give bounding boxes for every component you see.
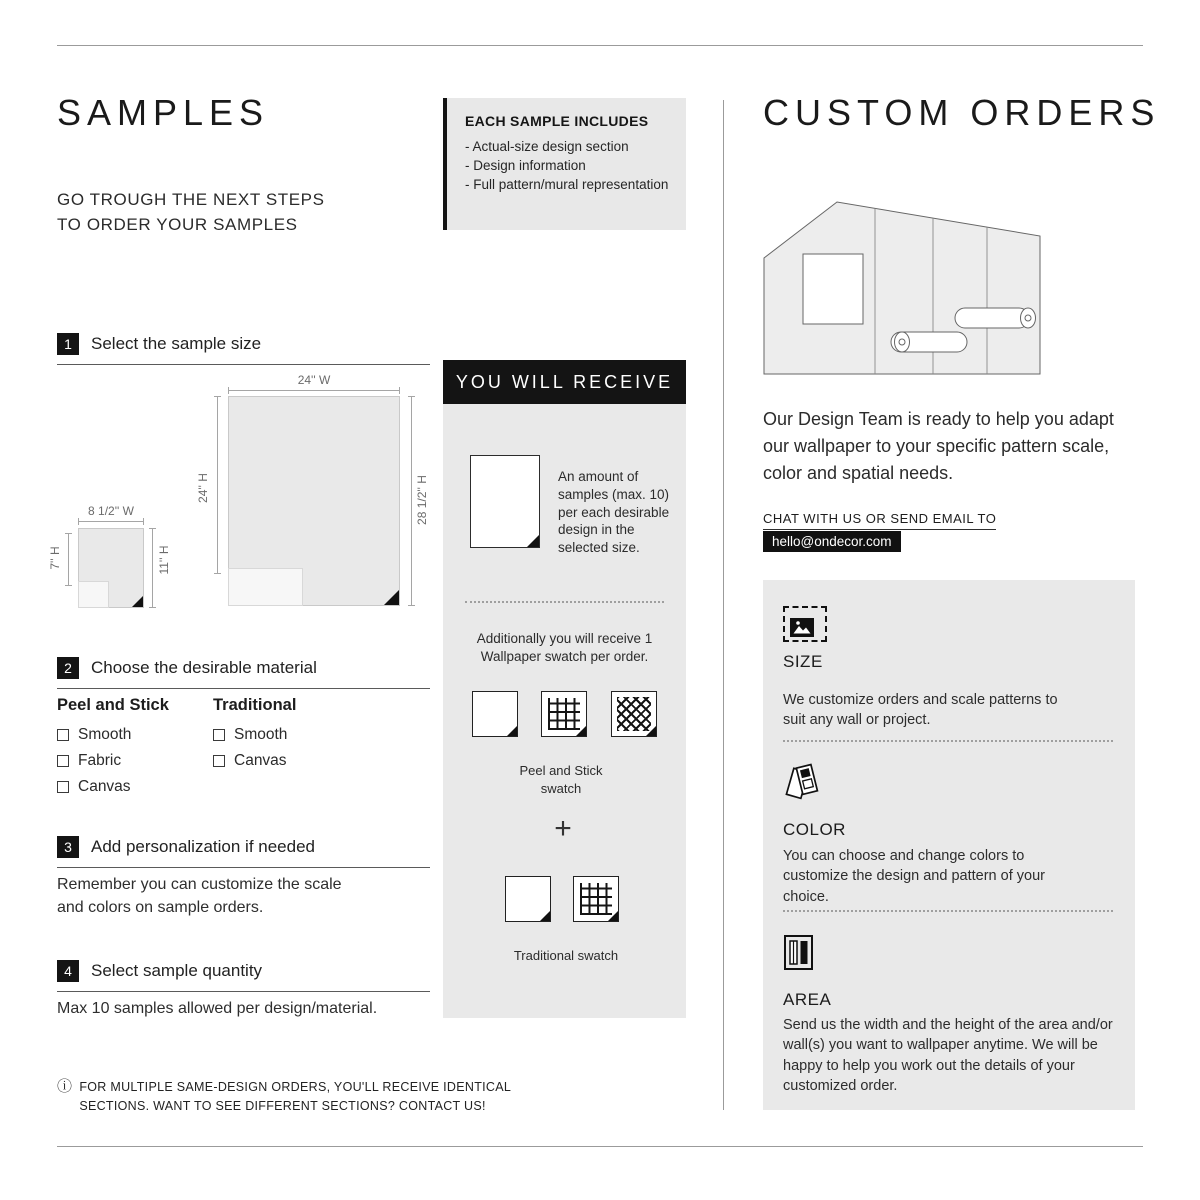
custom-orders-intro: Our Design Team is ready to help you adapt our wallpaper to your specific pattern scale, color and spatial needs. (763, 409, 1114, 483)
option-label: Canvas (78, 778, 131, 795)
checkbox-peel-smooth[interactable] (57, 729, 69, 741)
material-column-peel (57, 696, 169, 804)
includes-item: - Design information (465, 158, 586, 174)
includes-item: - Full pattern/mural representation (465, 177, 669, 193)
additional-swatch-text: Additionally you will receive 1 Wallpaper swatch per order. (476, 631, 653, 664)
option-peel-smooth (57, 726, 169, 744)
dim-line (228, 390, 400, 391)
samples-intro (57, 188, 325, 237)
option-traditional-smooth (213, 726, 296, 744)
dim-small-width-label: 8 1/2'' W (88, 504, 134, 518)
color-swatches-icon (783, 760, 825, 809)
column-divider (723, 100, 724, 1110)
peel-swatch-label: Peel and Stick swatch (519, 763, 603, 796)
option-label: Canvas (234, 752, 287, 769)
dim-line (217, 396, 218, 574)
option-peel-fabric (57, 752, 169, 770)
step-4-header (57, 960, 430, 992)
fold-corner-icon (507, 726, 517, 736)
traditional-swatch-label: Traditional swatch (513, 948, 619, 963)
samples-intro-line1: GO TROUGH THE NEXT STEPS (57, 190, 325, 209)
dim-line (152, 528, 153, 608)
dotted-divider (783, 740, 1113, 742)
sample-large-rect (228, 396, 400, 606)
crosshatch-swatch-icon (611, 691, 657, 737)
feature-color-name: COLOR (783, 820, 846, 839)
custom-features-panel (763, 580, 1135, 1110)
feature-size-text: We customize orders and scale patterns to suit any wall or project. (783, 692, 1058, 729)
option-traditional-canvas (213, 752, 296, 770)
step-2-label: Choose the desirable material (91, 658, 317, 677)
dotted-divider (465, 601, 664, 603)
step-1-label: Select the sample size (91, 334, 262, 353)
step-2-number: 2 (57, 657, 79, 679)
each-sample-includes-box (443, 98, 686, 230)
option-label: Smooth (234, 726, 288, 743)
sample-small-design-section (78, 581, 109, 608)
you-will-receive-panel (443, 404, 686, 1018)
bottom-rule (57, 1146, 1143, 1147)
crosshatch-pattern (617, 697, 651, 731)
dim-small-fullheight-label: 11'' H (157, 545, 171, 575)
checkbox-peel-fabric[interactable] (57, 755, 69, 767)
email-link[interactable]: hello@ondecor.com (763, 531, 901, 552)
top-rule (57, 45, 1143, 46)
grid-swatch-icon (573, 876, 619, 922)
fold-corner-icon (132, 596, 143, 607)
samples-amount-text: An amount of samples (max. 10) per each desirable design in the selected size. (558, 469, 670, 556)
dim-large-width-label: 24'' W (297, 373, 331, 387)
footnote-text: FOR MULTIPLE SAME-DESIGN ORDERS, YOU'LL RECEIVE IDENTICAL SECTIONS. WANT TO SEE DIFFERENT SECTIONS? CONTACT US! (79, 1080, 511, 1113)
blank-swatch-icon (505, 876, 551, 922)
samples-intro-line2: TO ORDER YOUR SAMPLES (57, 214, 298, 234)
dim-small-height-label: 7'' H (48, 546, 62, 570)
step-3-text: Remember you can customize the scale and colors on sample orders. (57, 876, 342, 917)
peel-and-stick-title: Peel and Stick (57, 696, 169, 714)
includes-title: EACH SAMPLE INCLUDES (465, 113, 649, 129)
image-icon (783, 606, 827, 642)
samples-title: SAMPLES (57, 92, 270, 133)
traditional-title: Traditional (213, 696, 297, 714)
step-3-number: 3 (57, 836, 79, 858)
blank-swatch-icon (472, 691, 518, 737)
plus-icon: + (554, 812, 572, 845)
feature-color-text: You can choose and change colors to customize the design and pattern of your choice. (783, 848, 1045, 905)
option-peel-canvas (57, 778, 169, 796)
sample-large-design-section (228, 568, 303, 606)
sample-small-rect (78, 528, 144, 608)
fold-corner-icon (384, 590, 399, 605)
house-illustration (763, 196, 1043, 376)
dim-large-height-label: 24'' H (196, 473, 210, 503)
checkbox-peel-canvas[interactable] (57, 781, 69, 793)
checkbox-traditional-smooth[interactable] (213, 729, 225, 741)
feature-size-name: SIZE (783, 652, 823, 671)
step-2-header (57, 657, 430, 689)
step-4-text: Max 10 samples allowed per design/material. (57, 1000, 378, 1017)
chat-with-us-label (763, 510, 996, 530)
dim-line (68, 533, 69, 586)
grid-swatch-icon (541, 691, 587, 737)
grid-pattern (548, 698, 580, 730)
grid-pattern (580, 883, 612, 915)
feature-area-text: Send us the width and the height of the area and/or wall(s) you want to wallpaper anytime. We will be happy to help you work out the details of your customized order. (783, 1017, 1113, 1094)
fold-corner-icon (540, 911, 550, 921)
step-3-label: Add personalization if needed (91, 837, 315, 856)
step-3-header (57, 836, 430, 868)
dotted-divider (783, 910, 1113, 912)
footnote (57, 1078, 537, 1116)
fold-corner-icon (527, 535, 539, 547)
info-icon: ⓘ (57, 1078, 73, 1095)
step-4-label: Select sample quantity (91, 961, 263, 980)
size-image-icon (783, 606, 827, 642)
you-will-receive-header: YOU WILL RECEIVE (443, 360, 686, 404)
includes-item: - Actual-size design section (465, 139, 629, 154)
sample-sheet-illustration (470, 455, 540, 548)
option-label: Fabric (78, 752, 122, 769)
dim-line (78, 521, 144, 522)
dim-line (411, 396, 412, 606)
chat-label-text: CHAT WITH US OR SEND EMAIL TO (763, 511, 996, 530)
custom-orders-title: CUSTOM ORDERS (763, 92, 1161, 133)
dim-large-fullheight-label: 28 1/2'' H (415, 475, 429, 525)
wallpaper-rolls-icon (783, 928, 821, 979)
step-1-header (57, 333, 430, 365)
material-column-traditional (213, 696, 296, 778)
contact-email (763, 531, 901, 552)
option-label: Smooth (78, 726, 132, 743)
step-1-number: 1 (57, 333, 79, 355)
checkbox-traditional-canvas[interactable] (213, 755, 225, 767)
step-4-number: 4 (57, 960, 79, 982)
feature-area-name: AREA (783, 990, 832, 1009)
